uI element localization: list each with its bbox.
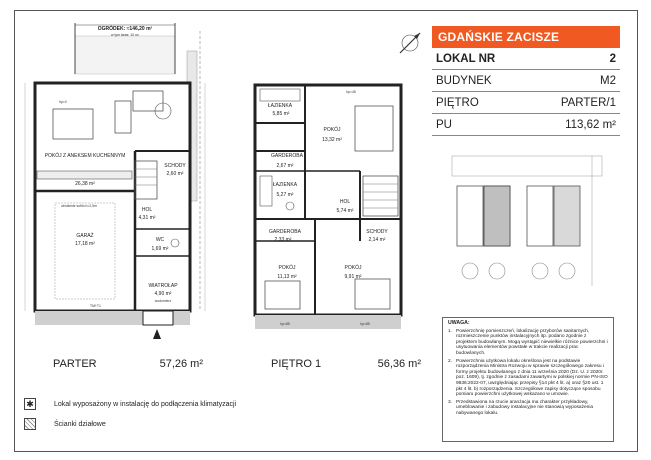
unit-info-table bbox=[432, 48, 620, 136]
notes-list bbox=[448, 329, 608, 417]
ff-bath1-area: 5,85 m² bbox=[272, 111, 290, 117]
ff-room1-area: 13,32 m² bbox=[322, 137, 342, 143]
ff-height-top: hp=45 bbox=[346, 90, 356, 94]
notes-title: UWAGA: bbox=[448, 320, 470, 326]
ff-room3-area: 9,91 m² bbox=[344, 274, 362, 280]
ground-floor-caption bbox=[53, 358, 203, 370]
note-item: 1. Powierzchnię pomieszczeń, lokalizację przyborów sanitarnych, rozmieszczenie punktów instalacyjnych itp. podano zgodnie z projektem budowlanym. Mogą wystąpić niewielkie różnice powierzchni i usytuowania elementów powstałe w trakcie realizacji prac budowlanych. bbox=[448, 328, 608, 356]
ground-floor-area: 57,26 m² bbox=[159, 358, 203, 370]
ff-hall-area: 5,74 m² bbox=[336, 208, 354, 214]
room-stairs-name: SCHODY bbox=[164, 163, 186, 169]
ff-room3-name: POKÓJ bbox=[344, 265, 362, 271]
ff-bath2-area: 5,27 m² bbox=[276, 192, 294, 198]
room-vestibule-name: WIATROŁAP bbox=[148, 283, 178, 289]
info-row-unit: LOKAL NR 2 bbox=[432, 48, 620, 70]
ff-wardrobe2-area: 2,33 m² bbox=[274, 237, 292, 243]
ff-hall-name: HOL bbox=[339, 199, 351, 205]
garden-label: OGRÓDEK: ≈146,20 m² bbox=[97, 26, 153, 32]
first-floor-title: PIĘTRO 1 bbox=[271, 358, 322, 370]
info-row-area: PU 113,62 m² bbox=[432, 114, 620, 136]
first-floor-plan bbox=[255, 85, 401, 329]
first-floor-caption bbox=[271, 358, 421, 370]
ff-bath1-name: ŁAZIENKA bbox=[267, 103, 293, 109]
brand-header: GDAŃSKIE ZACISZE bbox=[432, 26, 620, 48]
room-stairs-area: 2,60 m² bbox=[166, 171, 184, 177]
legend-row-walls: Ścianki działowe bbox=[24, 418, 424, 430]
ff-height-left: hp=85 bbox=[280, 322, 290, 326]
ff-height-right: hp=85 bbox=[360, 322, 370, 326]
ff-room1-name: POKÓJ bbox=[323, 127, 341, 133]
note-item: 2. Powierzchnia użytkowa lokalu określona jest na podstawie rozporządzenia Ministra Rozwoju w sprawie szczegółowego zakresu i formy projektu budowlanego z dnia 11 września 2020 (Dz. U. z 2020r. poz. 1609), tj. zgodnie z zasadami zawartymi w polskiej normie PN-ISO 9836:2022-07, uwzględniając przepisy §14 pkt 4 lit. a) oraz §20 ust. 1 pkt 4 lit. b) rozporządzenia. Szczegółowe zapisy dotyczące sposobu pomiaru powierzchni użytkowej wskazano w umowie. bbox=[448, 358, 608, 398]
compass-icon bbox=[400, 33, 420, 53]
ff-room2-name: POKÓJ bbox=[278, 265, 296, 271]
room-garage-name: GARAŻ bbox=[76, 233, 94, 239]
asterisk-icon: ✱ bbox=[24, 398, 36, 410]
site-plan-map bbox=[432, 146, 620, 296]
ff-wardrobe1-name: GARDEROBA bbox=[271, 153, 303, 159]
first-floor-area: 56,36 m² bbox=[377, 358, 421, 370]
legend-row-ac: ✱ Lokal wyposażony w instalację do podłączenia klimatyzacji bbox=[24, 398, 424, 410]
notes-box bbox=[442, 317, 614, 442]
room-wc-name: WC bbox=[155, 237, 165, 243]
kitchen-height-label: hp=0 bbox=[59, 100, 67, 104]
ff-wardrobe1-area: 2,67 m² bbox=[276, 163, 294, 169]
room-garage-area: 17,18 m² bbox=[75, 241, 95, 247]
ff-stairs-name: SCHODY bbox=[366, 229, 388, 235]
ff-stairs-area: 2,14 m² bbox=[368, 237, 386, 243]
ground-floor-plan bbox=[25, 23, 205, 339]
tm-label: TM+T1 bbox=[90, 304, 101, 308]
room-living-area: 26,38 m² bbox=[75, 181, 95, 187]
legend bbox=[24, 398, 424, 438]
info-row-building: BUDYNEK M2 bbox=[432, 70, 620, 92]
info-row-floor: PIĘTRO PARTER/1 bbox=[432, 92, 620, 114]
note-item: 3. Przedstawiona na rzucie aranżacja ma charakter przykładowy, umeblowanie i zabudowy instalacyjne nie stanowią wyposażenia nabywanego lokalu. bbox=[448, 399, 594, 416]
room-wc-area: 1,69 m² bbox=[151, 246, 169, 252]
garden-terrace-label: w tym taras: 10 m² bbox=[111, 33, 139, 37]
plans-svg bbox=[15, 11, 423, 356]
hatch-swatch-icon bbox=[24, 418, 36, 430]
floor-plans bbox=[15, 11, 423, 370]
room-hall-name: HOL bbox=[141, 207, 153, 213]
ff-wardrobe2-name: GARDEROBA bbox=[269, 229, 301, 235]
ground-floor-title: PARTER bbox=[53, 358, 97, 370]
ff-room2-area: 11,13 m² bbox=[277, 274, 297, 280]
room-hall-area: 4,31 m² bbox=[138, 215, 156, 221]
ceiling-note: obniżenie sufitu h=2,5m bbox=[61, 204, 97, 208]
room-vestibule-area: 4,90 m² bbox=[154, 291, 172, 297]
meter-label: wodomierz bbox=[154, 299, 172, 303]
ff-bath2-name: ŁAZIENKA bbox=[272, 182, 298, 188]
room-living-name: POKÓJ Z ANEKSEM KUCHENNYM bbox=[44, 153, 126, 159]
